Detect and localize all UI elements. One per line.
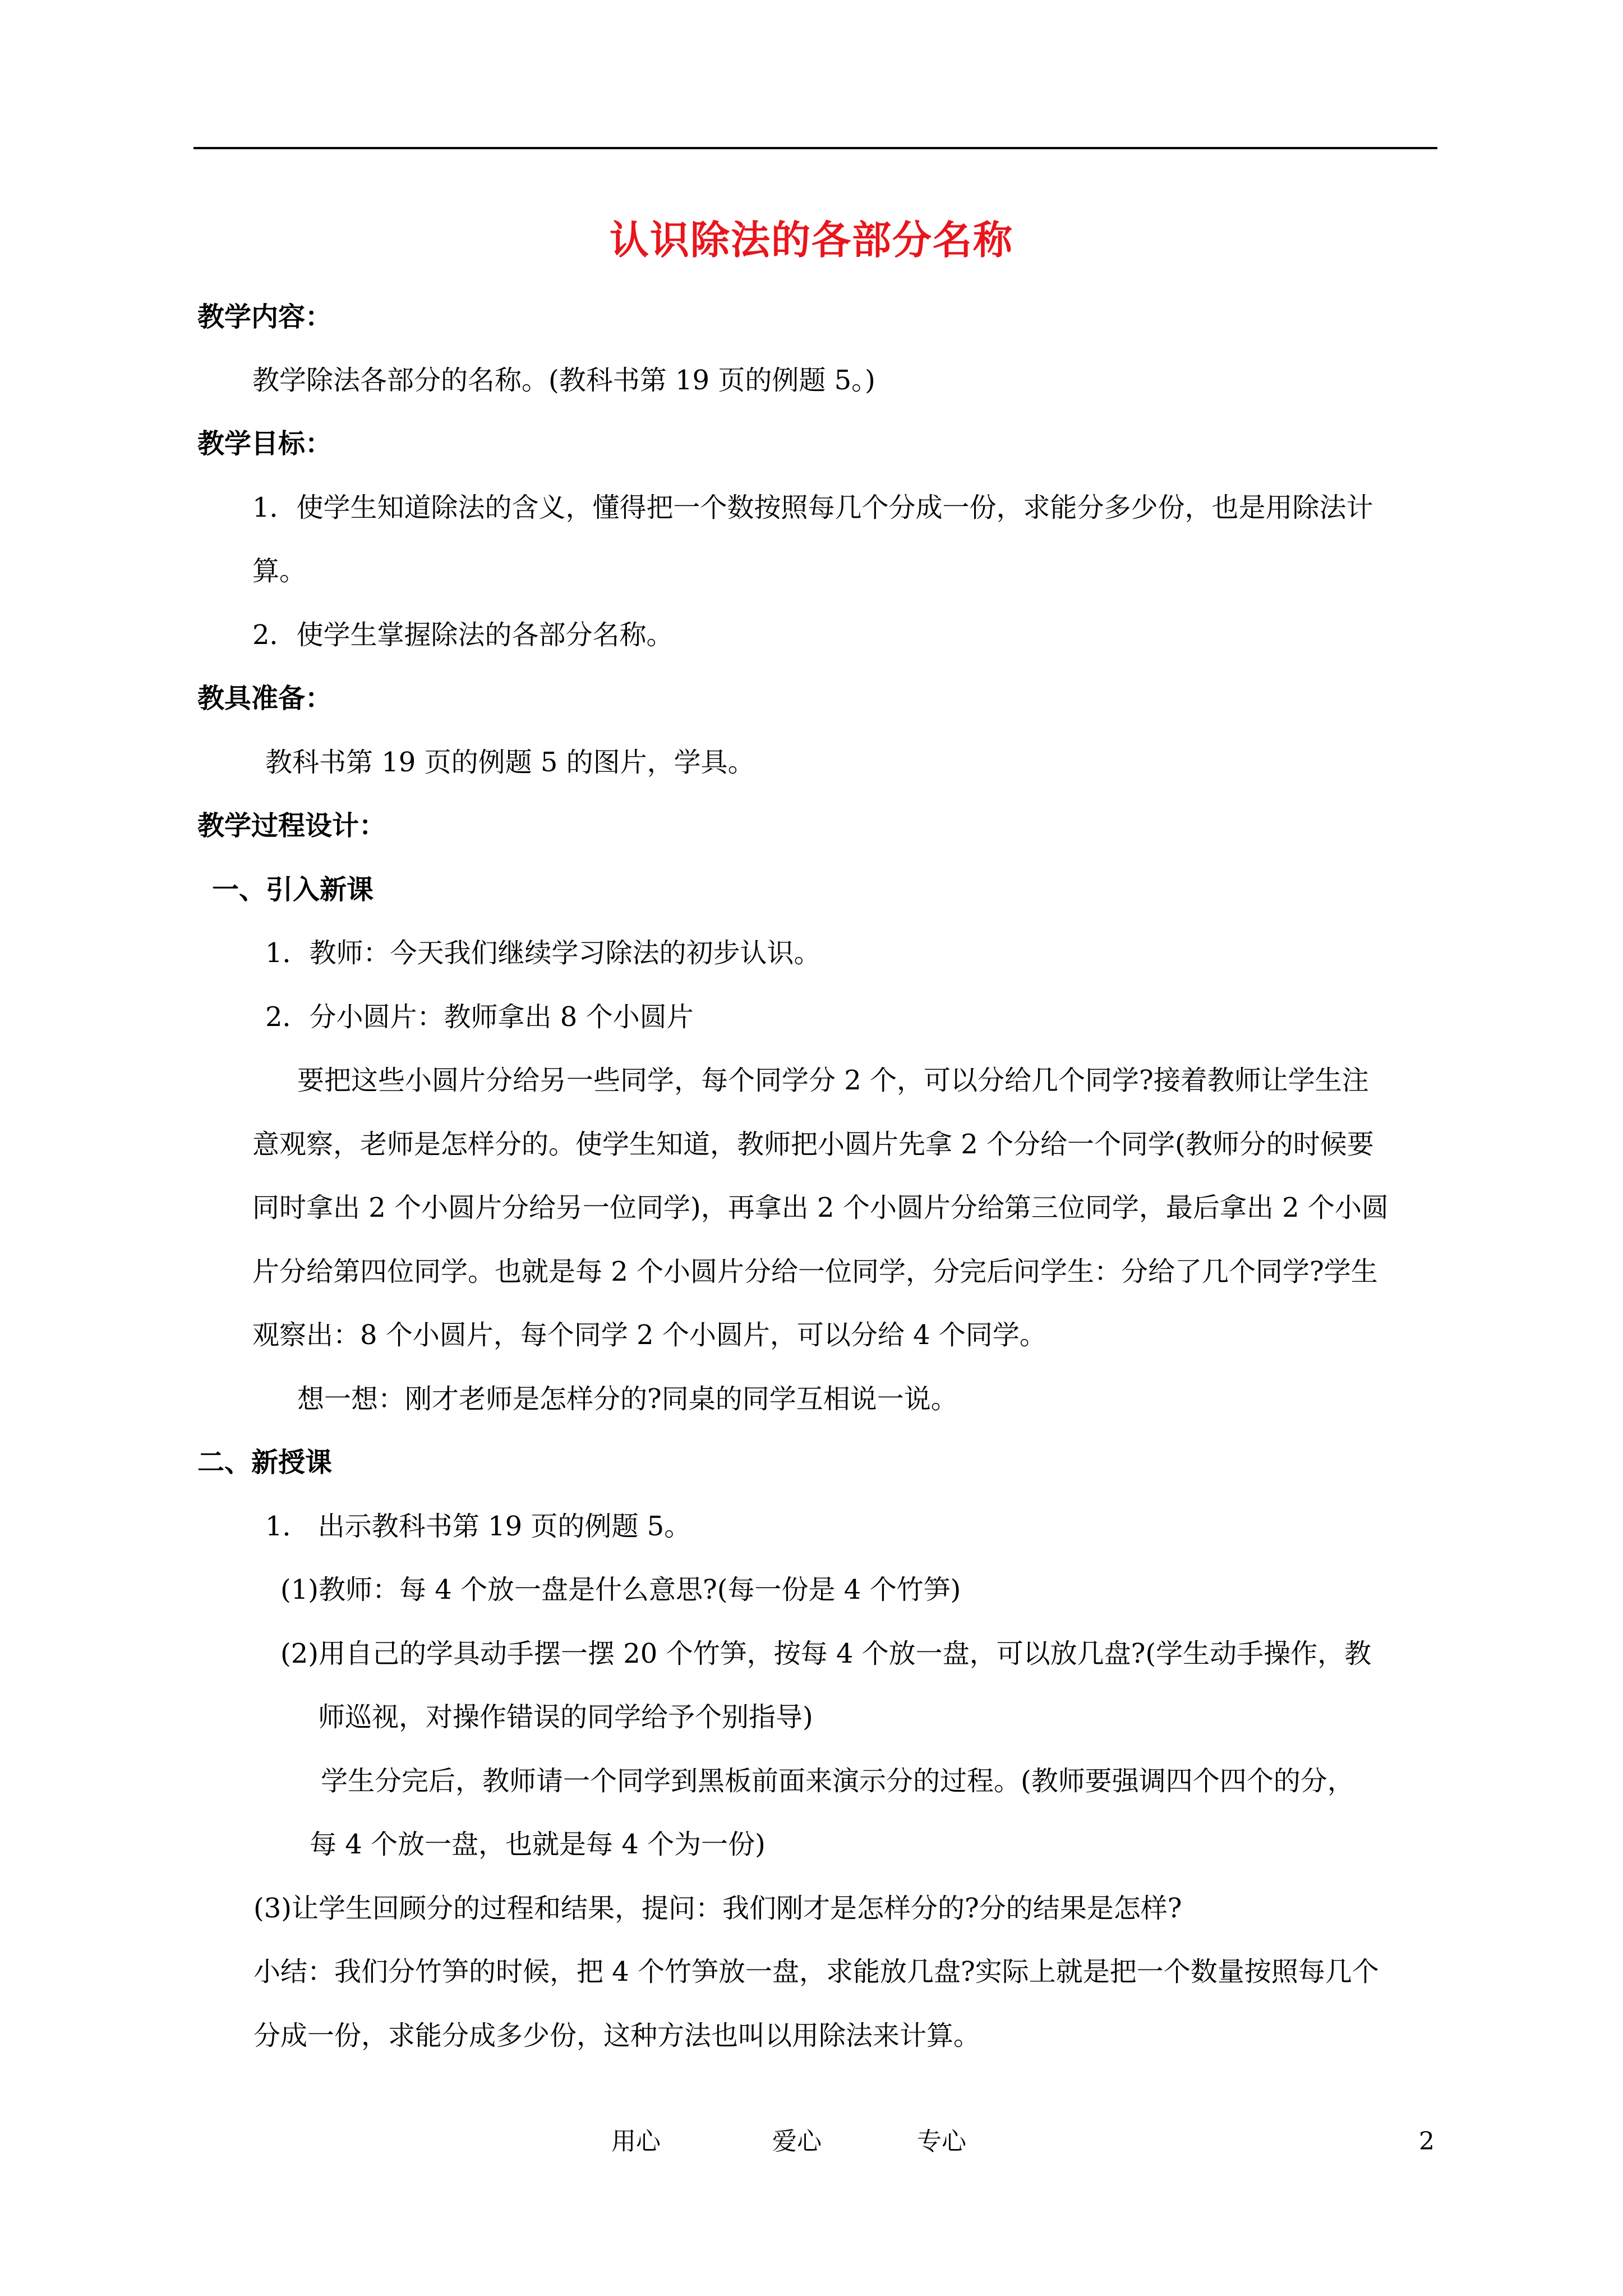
paragraph: 1．教师：今天我们继续学习除法的初步认识。: [265, 937, 821, 969]
footer-motto-3: 专心: [917, 2127, 966, 2156]
paragraph: 想一想：刚才老师是怎样分的?同桌的同学互相说一说。: [297, 1383, 958, 1415]
paragraph: 同时拿出 2 个小圆片分给另一位同学)，再拿出 2 个小圆片分给第三位同学，最后拿出 2 个小圆: [252, 1192, 1389, 1223]
paragraph: 师巡视，对操作错误的同学给予个别指导): [318, 1701, 813, 1733]
paragraph: 意观察，老师是怎样分的。使学生知道，教师把小圆片先拿 2 个分给一个同学(教师分的时候要: [252, 1129, 1374, 1160]
paragraph: 教科书第 19 页的例题 5 的图片，学具。: [265, 747, 755, 778]
paragraph: 要把这些小圆片分给另一些同学，每个同学分 2 个，可以分给几个同学?接着教师让学生注: [297, 1065, 1369, 1096]
page-title: 认识除法的各部分名称: [610, 217, 1013, 263]
subsection-heading-intro: 一、引入新课: [212, 874, 374, 905]
footer-motto-2: 爱心: [772, 2127, 822, 2156]
paragraph: 1． 出示教科书第 19 页的例题 5。: [265, 1511, 691, 1542]
paragraph: 2．分小圆片：教师拿出 8 个小圆片: [265, 1001, 694, 1033]
subsection-heading-new-lesson: 二、新授课: [197, 1447, 333, 1478]
paragraph: 2．使学生掌握除法的各部分名称。: [252, 619, 674, 651]
paragraph: 观察出：8 个小圆片，每个同学 2 个小圆片，可以分给 4 个同学。: [252, 1319, 1046, 1351]
paragraph: 小结：我们分竹笋的时候，把 4 个竹笋放一盘，求能放几盘?实际上就是把一个数量按照每几个: [253, 1956, 1379, 1987]
footer-motto-1: 用心: [611, 2127, 661, 2156]
section-heading-goals: 教学目标：: [197, 428, 333, 459]
paragraph: 教学除法各部分的名称。(教科书第 19 页的例题 5。): [252, 365, 875, 396]
paragraph: (2)用自己的学具动手摆一摆 20 个竹笋，按每 4 个放一盘，可以放几盘?(学生动手操作，教: [280, 1638, 1372, 1669]
paragraph: 每 4 个放一盘，也就是每 4 个为一份): [310, 1829, 766, 1860]
paragraph: (1)教师：每 4 个放一盘是什么意思?(每一份是 4 个竹笋): [280, 1574, 961, 1605]
paragraph: 算。: [252, 555, 307, 587]
paragraph: 片分给第四位同学。也就是每 2 个小圆片分给一位同学，分完后问学生：分给了几个同学?学生: [252, 1256, 1378, 1287]
page-number: 2: [1419, 2127, 1435, 2156]
paragraph: 分成一份，求能分成多少份，这种方法也叫以用除法来计算。: [253, 2020, 981, 2051]
paragraph: (3)让学生回顾分的过程和结果，提问：我们刚才是怎样分的?分的结果是怎样?: [253, 1893, 1182, 1924]
section-heading-tools: 教具准备：: [197, 683, 333, 714]
section-heading-process: 教学过程设计：: [197, 810, 386, 841]
paragraph: 学生分完后，教师请一个同学到黑板前面来演示分的过程。(教师要强调四个四个的分，: [321, 1765, 1354, 1797]
section-heading-content: 教学内容：: [197, 301, 333, 333]
header-rule: [193, 147, 1437, 149]
paragraph: 1．使学生知道除法的含义，懂得把一个数按照每几个分成一份，求能分多少份，也是用除法计: [252, 492, 1373, 523]
